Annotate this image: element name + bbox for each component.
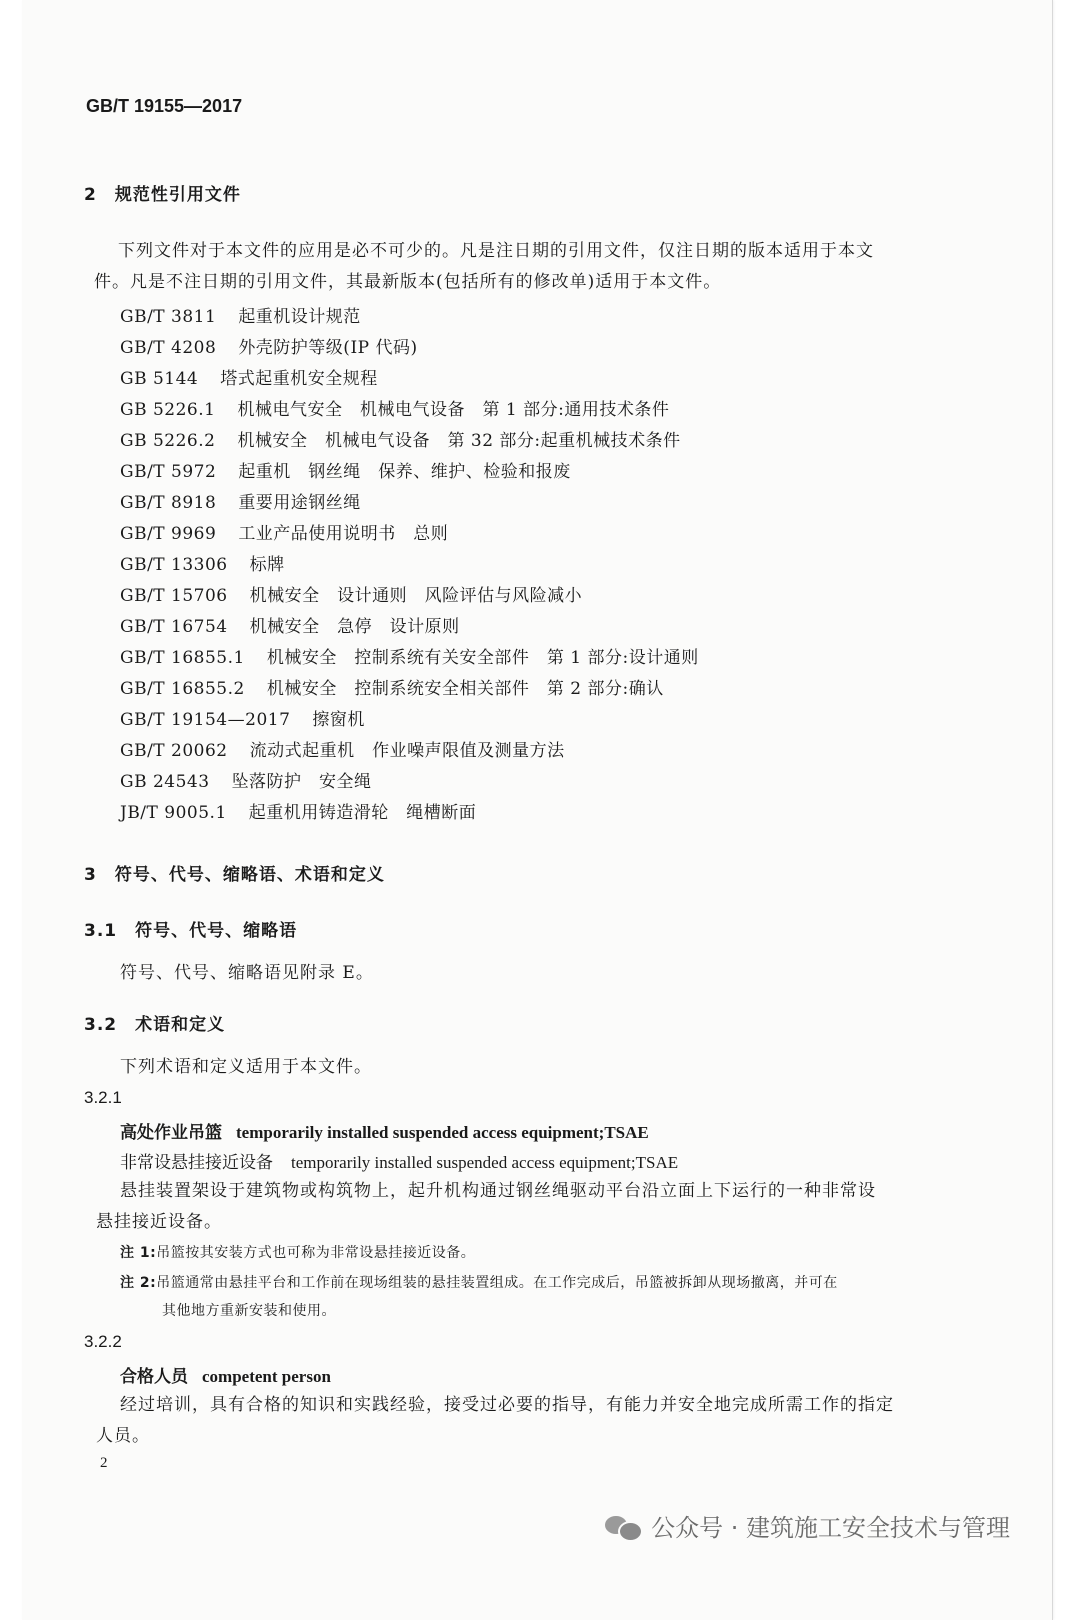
reference-title: 坠落防护 安全绳 — [231, 772, 372, 792]
reference-code: JB/T 9005.1 — [120, 803, 227, 823]
reference-title: 标牌 — [249, 555, 285, 575]
term-2-def-line-2: 人员。 — [96, 1426, 150, 1446]
term-1-note-2-cont: 其他地方重新安装和使用。 — [162, 1303, 336, 1319]
intro-line-2: 件。凡是不注日期的引用文件，其最新版本(包括所有的修改单)适用于本文件。 — [94, 272, 722, 292]
reference-title: 机械安全 设计通则 风险评估与风险减小 — [249, 586, 583, 606]
reference-code: GB/T 16855.1 — [120, 648, 245, 668]
section-2-title: 2 规范性引用文件 — [84, 185, 241, 205]
section-3-title: 3 符号、代号、缩略语、术语和定义 — [84, 865, 385, 885]
term-1-en: temporarily installed suspended access equipment;TSAE — [236, 1123, 649, 1142]
reference-title: 流动式起重机 作业噪声限值及测量方法 — [249, 741, 565, 761]
page-number: 2 — [100, 1455, 108, 1471]
reference-title: 擦窗机 — [312, 710, 365, 730]
section-3-2-title: 3.2 术语和定义 — [84, 1015, 226, 1035]
reference-title: 外壳防护等级(IP 代码) — [238, 338, 418, 358]
reference-item — [120, 395, 669, 420]
reference-code: GB/T 15706 — [120, 586, 228, 606]
reference-title: 起重机用铸造滑轮 绳槽断面 — [248, 803, 477, 823]
term-1-def-line-1: 悬挂装置架设于建筑物或构筑物上，起升机构通过钢丝绳驱动平台沿立面上下运行的一种非常设 — [120, 1181, 876, 1201]
reference-title: 塔式起重机安全规程 — [220, 369, 378, 389]
reference-item — [120, 457, 571, 482]
term-1-alt-en: temporarily installed suspended access equipment;TSAE — [291, 1153, 679, 1172]
document-page — [22, 0, 1053, 1620]
reference-item — [120, 674, 664, 699]
term-1-definition — [96, 1176, 980, 1238]
watermark-text: 公众号 · 建筑施工安全技术与管理 — [651, 1514, 1010, 1542]
intro-line-1: 下列文件对于本文件的应用是必不可少的。凡是注日期的引用文件，仅注日期的版本适用于本文 — [118, 241, 874, 261]
reference-title: 机械安全 机械电气设备 第 32 部分:起重机械技术条件 — [237, 431, 681, 451]
section-2-intro — [94, 236, 978, 298]
reference-code: GB/T 20062 — [120, 741, 228, 761]
reference-code: GB/T 16855.2 — [120, 679, 245, 699]
note-1-label: 注 1: — [120, 1245, 157, 1261]
reference-title: 工业产品使用说明书 总则 — [238, 524, 449, 544]
section-3-1-title: 3.1 符号、代号、缩略语 — [84, 921, 298, 941]
term-2-en: competent person — [202, 1367, 331, 1386]
reference-item — [120, 705, 365, 730]
reference-item — [120, 612, 460, 637]
reference-item — [120, 798, 476, 823]
term-2-number: 3.2.2 — [84, 1332, 122, 1351]
reference-code: GB 24543 — [120, 772, 210, 792]
note-2-text: 吊篮通常由悬挂平台和工作前在现场组装的悬挂装置组成。在工作完成后，吊篮被拆卸从现场撤离，并可在 — [156, 1275, 838, 1291]
reference-code: GB/T 16754 — [120, 617, 228, 637]
watermark — [605, 1508, 1010, 1543]
reference-code: GB/T 19154—2017 — [120, 710, 291, 730]
note-2-label: 注 2: — [120, 1275, 157, 1291]
term-1-note-2 — [120, 1272, 838, 1292]
term-1-alt — [120, 1148, 678, 1173]
reference-title: 机械电气安全 机械电气设备 第 1 部分:通用技术条件 — [237, 400, 670, 420]
term-2-definition — [96, 1390, 980, 1452]
reference-title: 起重机设计规范 — [238, 307, 361, 327]
reference-item — [120, 550, 285, 575]
reference-title: 机械安全 急停 设计原则 — [249, 617, 460, 637]
reference-code: GB/T 5972 — [120, 462, 217, 482]
reference-title: 重要用途钢丝绳 — [238, 493, 361, 513]
reference-code: GB 5226.2 — [120, 431, 216, 451]
term-2-zh: 合格人员 — [120, 1367, 188, 1387]
reference-code: GB 5144 — [120, 369, 199, 389]
reference-item — [120, 519, 448, 544]
term-1-heading — [120, 1118, 649, 1143]
reference-item — [120, 581, 582, 606]
reference-code: GB/T 3811 — [120, 307, 217, 327]
reference-item — [120, 488, 361, 513]
term-1-def-line-2: 悬挂接近设备。 — [96, 1212, 222, 1232]
standard-header: GB/T 19155—2017 — [86, 96, 243, 116]
term-1-note-1 — [120, 1242, 475, 1262]
reference-code: GB/T 9969 — [120, 524, 217, 544]
reference-title: 机械安全 控制系统有关安全部件 第 1 部分:设计通则 — [266, 648, 699, 668]
section-3-2-text: 下列术语和定义适用于本文件。 — [120, 1057, 372, 1077]
reference-title: 机械安全 控制系统安全相关部件 第 2 部分:确认 — [266, 679, 664, 699]
term-1-alt-zh: 非常设悬挂接近设备 — [120, 1153, 273, 1173]
reference-item — [120, 333, 418, 358]
reference-item — [120, 364, 378, 389]
reference-code: GB 5226.1 — [120, 400, 216, 420]
term-1-number: 3.2.1 — [84, 1088, 122, 1107]
wechat-icon — [605, 1512, 641, 1540]
reference-item — [120, 767, 372, 792]
reference-code: GB/T 8918 — [120, 493, 217, 513]
reference-code: GB/T 13306 — [120, 555, 228, 575]
term-2-heading — [120, 1362, 331, 1387]
term-1-zh: 高处作业吊篮 — [120, 1123, 222, 1143]
reference-code: GB/T 4208 — [120, 338, 217, 358]
reference-item — [120, 302, 361, 327]
reference-title: 起重机 钢丝绳 保养、维护、检验和报废 — [238, 462, 571, 482]
reference-item — [120, 736, 565, 761]
term-2-def-line-1: 经过培训，具有合格的知识和实践经验，接受过必要的指导，有能力并安全地完成所需工作的指定 — [120, 1395, 894, 1415]
reference-item — [120, 426, 681, 451]
section-3-1-text: 符号、代号、缩略语见附录 E。 — [120, 963, 374, 983]
note-1-text: 吊篮按其安装方式也可称为非常设悬挂接近设备。 — [156, 1245, 476, 1261]
reference-item — [120, 643, 699, 668]
